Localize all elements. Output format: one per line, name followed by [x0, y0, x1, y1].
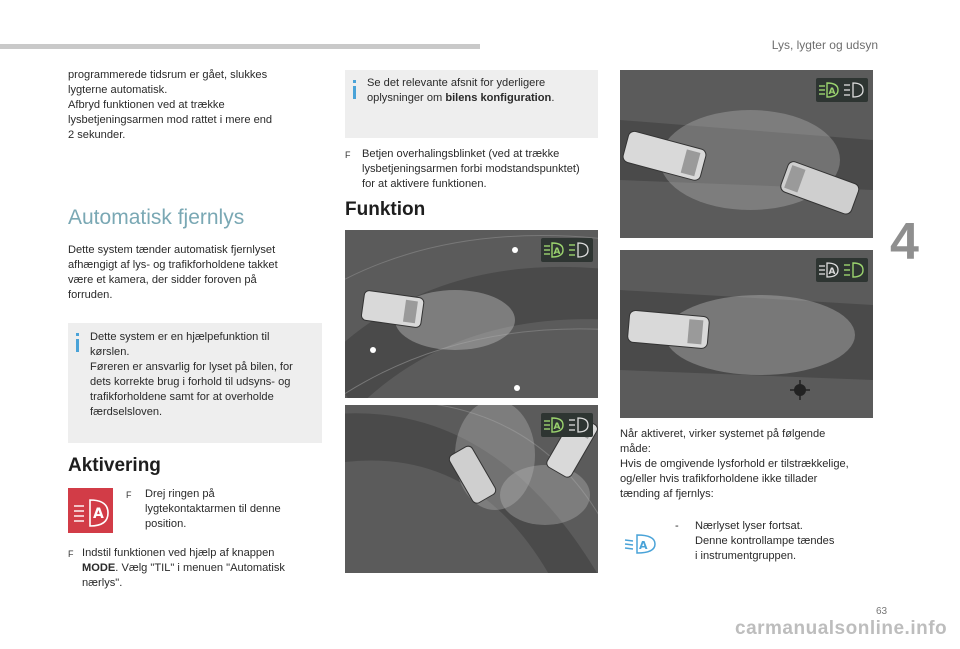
bullet-3: F	[345, 150, 351, 160]
info-box-config	[345, 70, 598, 138]
indicator-panel	[541, 413, 593, 437]
illustration-oncoming-curve	[345, 405, 598, 573]
item-dash: -	[675, 520, 679, 532]
illustration-two-vehicles	[620, 70, 873, 238]
svg-text:A: A	[553, 422, 561, 432]
info-config-text: Se det relevante afsnit for yderligere oplysninger om bilens konfiguration.	[367, 77, 555, 104]
watermark: carmanualsonline.info	[735, 618, 948, 639]
section-title: Automatisk fjernlys	[68, 206, 245, 229]
step1-text: Drej ringen på lygtekontaktarmen til denne position.	[145, 488, 281, 530]
svg-text:A: A	[639, 539, 648, 552]
activation-title: Aktivering	[68, 455, 161, 476]
bullet-2: F	[68, 549, 74, 559]
svg-text:A: A	[553, 247, 561, 257]
indicator-panel	[816, 78, 868, 102]
indicator-panel	[541, 238, 593, 262]
auto-a-icon	[541, 413, 593, 437]
svg-text:A: A	[828, 267, 836, 277]
function-body: Når aktiveret, virker systemet på følgende måde: Hvis de omgivende lysforhold er tilstrækkelige, og/eller hvis trafikforholdene ikke tillader tænding af fjernlys:	[620, 428, 849, 500]
info-bar	[353, 86, 356, 99]
indicator-panel	[816, 258, 868, 282]
flash-step-text: Betjen overhalingsblinket (ved at trække lysbetjeningsarmen forbi modstandspunktet) for at aktivere funktionen.	[362, 148, 580, 190]
svg-text:A: A	[828, 87, 836, 97]
high-beam-icon	[816, 258, 868, 282]
mode-button-label: MODE	[82, 562, 116, 574]
function-title: Funktion	[345, 199, 426, 220]
svg-text:A: A	[93, 506, 104, 522]
illustration-highbeam-curve	[345, 230, 598, 398]
info-text: Dette system er en hjælpefunktion til kørslen. Føreren er ansvarlig for lyset på bilen, for dets korrekte brug i forhold til udsyns- og trafikforholdene samt for at overholde færdselsloven.	[90, 331, 293, 418]
info-icon	[353, 80, 356, 83]
page-number: 63	[876, 606, 888, 617]
section-body: Dette system tænder automatisk fjernlyset afhængigt af lys- og trafikforholdene takket være et kamera, der sidder foroven på forruden.	[68, 244, 278, 301]
item-text: Nærlyset lyser fortsat. Denne kontrollampe tændes i instrumentgruppen.	[695, 520, 835, 562]
bullet-1: F	[126, 490, 132, 500]
chapter-number: 4	[890, 213, 919, 271]
intro-text: programmerede tidsrum er gået, slukkes lygterne automatisk. Afbryd funktionen ved at trække lysbetjeningsarmen mod rattet i mere end 2 sekunder.	[68, 69, 273, 141]
header-rule	[0, 44, 480, 49]
low-beam-auto-icon	[623, 532, 661, 556]
auto-lighting-ring-icon	[68, 488, 113, 533]
auto-a-icon	[816, 78, 868, 102]
step2-text: Indstil funktionen ved hjælp af knappen MODE. Vælg "TIL" i menuen "Automatisk nærlys".	[82, 547, 285, 589]
info-icon	[76, 333, 79, 336]
auto-a-icon	[541, 238, 593, 262]
illustration-highbeam-straight	[620, 250, 873, 418]
chapter-title: Lys, lygter og udsyn	[771, 38, 878, 52]
info-box	[68, 323, 322, 443]
info-bar	[76, 339, 79, 352]
